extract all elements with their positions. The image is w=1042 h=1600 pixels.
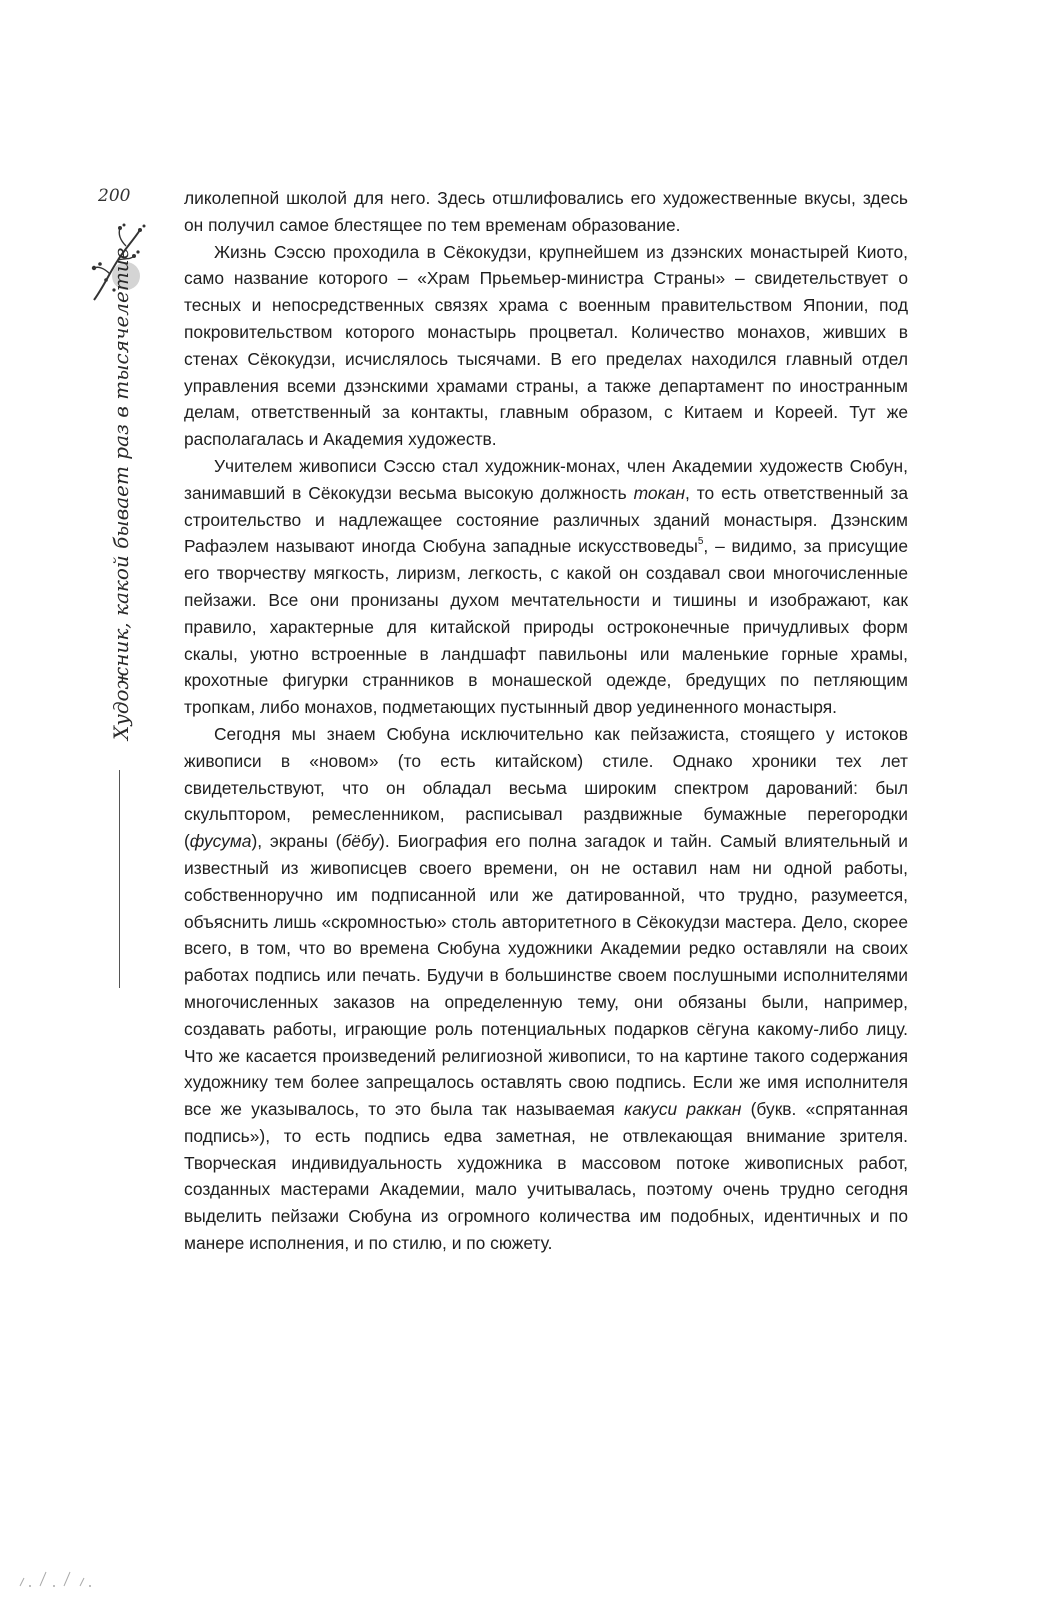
paragraph-3 (184, 453, 908, 721)
running-head (106, 0, 136, 740)
vertical-rule (119, 770, 120, 988)
page-number: 200 (98, 186, 131, 206)
corner-dots-icon (10, 1560, 100, 1590)
term-fusuma: фусума (189, 831, 252, 852)
running-head-text: Художник, какой бывает раз в тысячелетие (109, 247, 133, 740)
paragraph-3-part-b: , то есть ответственный за строительство и надлежащее состояние различных зданий монастыря. Дзэнским Рафаэлем называют иногда Сюбуна западные искусствоведы (184, 482, 908, 557)
paragraph-4-part-a: Сегодня мы знаем Сюбуна исключительно как пейзажиста, стоящего у истоков живописи в «новом» (то есть китайском) стиле. Однако хроники тех лет свидетельствуют, что он обладал весьма широким спектром дарований: был скульптором, ремесленником, расписывал раздвижные бумажные перегородки ( (184, 723, 908, 852)
footnote-marker[interactable]: 5 (697, 536, 704, 548)
paragraph-4-part-b: ), экраны ( (251, 831, 342, 852)
paragraph-2: Жизнь Сэссю проходила в Сёкокудзи, крупнейшем из дзэнских монастырей Киото, само название которого – «Храм Прьемьер-министра Страны» – свидетельствует о тесных и непосредственных связях храма с военным правительством Японии, под покровительством которого монастырь процветал. Количество монахов, живших в стенах Сёкокудзи, исчислялось тысячами. В его пределах находился главный отдел управления всеми дзэнскими храмами страны, а также департамент по иностранным делам, ответственный за контакты, главным образом, с Китаем и Кореей. Тут же располагалась и Академия художеств. (184, 241, 908, 450)
paragraph-1: ликолепной школой для него. Здесь отшлифовались его художественные вкусы, здесь он получил самое блестящее по тем временам образование. (184, 188, 908, 235)
term-kakusi-rakkan: какуси раккан (624, 1099, 742, 1120)
paragraph-3-part-a: Учителем живописи Сэссю стал художник-монах, член Академии художеств Сюбун, занимавший в Сёкокудзи весьма высокую должность (184, 455, 908, 503)
paragraph-3-part-c: , – видимо, за присущие его творчеству мягкость, лиризм, легкость, с какой он создавал свои многочисленные пейзажи. Все они пронизаны духом мечтательности и тишины и изображают, как правило, характерные для китайской природы остроконечные причудливых форм скалы, уютно встроенные в ландшафт павильоны или маленькие горные храмы, крохотные фигурки странников в монашеской одежде, бредущих по петляющим тропкам, либо монахов, подметающих пустынный двор уединенного монастыря. (184, 536, 908, 718)
paragraph-4-part-c: ). Биография его полна загадок и тайн. Самый влиятельный и известный из живописцев своего времени, он не оставил нам ни одной работы, собственноручно им подписанной или же датированной, что трудно, разумеется, объяснить лишь «скромностью» столь авторитетного в Сёкокудзи мастера. Дело, скорее всего, в том, что во времена Сюбуна художники Академии редко оставляли на своих работах подпись или печать. Будучи в большинстве своем послушными исполнителями многочисленных заказов на определенную тему, они обязаны были, например, создавать работы, играющие роль потенциальных подарков сёгуна какому-либо лицу. Что же касается произведений религиозной живописи, то на картине такого содержания художнику тем более запрещалось оставлять свою подпись. Если же имя исполнителя все же указывалось, то это была так называемая (184, 831, 908, 1120)
term-tokan: токан (633, 482, 686, 503)
term-byobu: бёбу (341, 831, 380, 852)
paragraph-4-part-d: (букв. «спрятанная подпись»), то есть подпись едва заметная, не отвлекающая внимание зрителя. Творческая индивидуальность художника в массовом потоке живописных работ, созданных мастерами Академии, мало учитывалась, поэтому очень трудно сегодня выделить пейзажи Сюбуна из огромного количества им подобных, идентичных и по манере исполнения, и по стилю, и по сюжету. (184, 1099, 909, 1254)
text-body (184, 185, 908, 1257)
paragraph-4 (184, 721, 908, 1257)
